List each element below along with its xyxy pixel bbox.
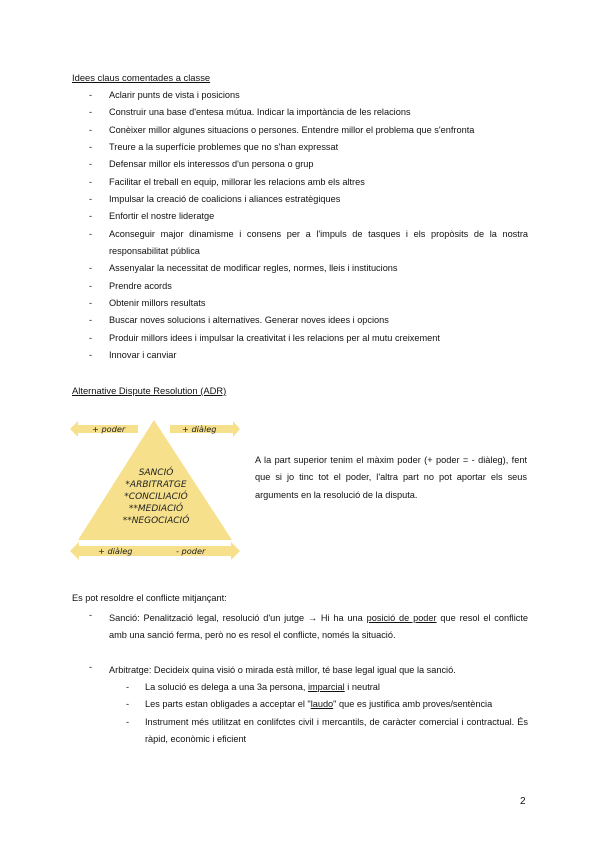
arbitratge-sub-item: - Instrument més utilitzat en conlifctes civil i mercantils, de caràcter comercial i contractual. És ràpid, econòmic i eficient xyxy=(109,714,528,749)
arbitratge-sublist xyxy=(109,679,528,749)
bottom-right-label: - poder xyxy=(176,546,206,556)
key-idea-item: - Impulsar la creació de coalicions i aliances estratègiques xyxy=(72,191,528,208)
bottom-left-label: + diàleg xyxy=(98,546,133,556)
sancio-text: Sanció: Penalització legal, resolució d'un jutge → Hi ha una posició de poder que resol el conflicte amb una sanció ferma, però no es resol el conflicte, només la situació. xyxy=(109,613,528,641)
sancio-item: - Sanció: Penalització legal, resolució d'un jutge → Hi ha una posició de poder que resol el conflicte amb una sanció ferma, però no es resol el conflicte, només la situació. xyxy=(72,610,528,645)
resolution-intro: Es pot resoldre el conflicte mitjançant: xyxy=(72,593,227,603)
key-idea-item: - Assenyalar la necessitat de modificar regles, normes, lleis i institucions xyxy=(72,260,528,277)
key-idea-item: - Treure a la superfície problemes que no s'han expressat xyxy=(72,139,528,156)
top-right-label: + diàleg xyxy=(182,424,217,434)
key-idea-item: - Obtenir millors resultats xyxy=(72,295,528,312)
section-heading-adr: Alternative Dispute Resolution (ADR) xyxy=(72,385,227,396)
imparcial-underlined: imparcial xyxy=(307,682,345,692)
key-idea-item: - Aconseguir major dinamisme i consens per a l'impuls de tasques i els propòsits de la nostra responsabilitat pública xyxy=(72,226,528,261)
top-left-label: + poder xyxy=(92,424,126,434)
page-number: 2 xyxy=(520,796,526,807)
bottom-arrow xyxy=(70,542,240,560)
adr-pyramid-diagram xyxy=(70,418,240,570)
key-idea-item: - Produir millors idees i impulsar la creativitat i les relacions per al mutu creixement xyxy=(72,330,528,347)
key-idea-item: - Conèixer millor algunes situacions o persones. Entendre millor el problema que s'enfronta xyxy=(72,122,528,139)
arbitratge-sub-item: - La solució es delega a una 3a persona, imparcial i neutral xyxy=(109,679,528,696)
level-conciliacio: *CONCILIACIÓ xyxy=(124,492,188,502)
posicio-de-poder-underlined: posició de poder xyxy=(366,613,437,623)
arbitratge-sub-item: - Les parts estan obligades a acceptar el "laudo" que es justifica amb proves/sentència xyxy=(109,696,528,713)
key-idea-item: - Buscar noves solucions i alternatives. Generar noves idees i opcions xyxy=(72,312,528,329)
key-idea-item: - Defensar millor els interessos d'un persona o grup xyxy=(72,156,528,173)
key-idea-item: - Aclarir punts de vista i posicions xyxy=(72,87,528,104)
adr-explanation: A la part superior tenim el màxim poder (+ poder = - diàleg), fent que si jo tinc tot el poder, l'altra part no pot aportar els seus arguments en la resolució de la disputa. xyxy=(255,455,527,500)
laudo-underlined: laudo xyxy=(310,699,334,710)
arbitratge-item: - Arbitratge: Decideix quina visió o mirada està millor, té base legal igual que la sanció. xyxy=(72,662,528,679)
key-idea-item: - Prendre acords xyxy=(72,278,528,295)
level-arbitratge: *ARBITRATGE xyxy=(125,480,187,490)
key-idea-item: - Construir una base d'entesa mútua. Indicar la importància de les relacions xyxy=(72,104,528,121)
section-heading-key-ideas: Idees claus comentades a classe xyxy=(72,72,211,83)
level-negociacio: **NEGOCIACIÓ xyxy=(122,516,190,526)
key-idea-item: - Facilitar el treball en equip, millorar les relacions amb els altres xyxy=(72,174,528,191)
level-mediacio: **MEDIACIÓ xyxy=(128,504,184,514)
level-sancio: SANCIÓ xyxy=(138,468,174,478)
key-idea-item: - Enfortir el nostre lideratge xyxy=(72,208,528,225)
arbitratge-text: Arbitratge: Decideix quina visió o mirada està millor, té base legal igual que la sanció. xyxy=(109,665,456,675)
key-ideas-list xyxy=(72,87,528,365)
key-idea-item: - Innovar i canviar xyxy=(72,347,528,364)
